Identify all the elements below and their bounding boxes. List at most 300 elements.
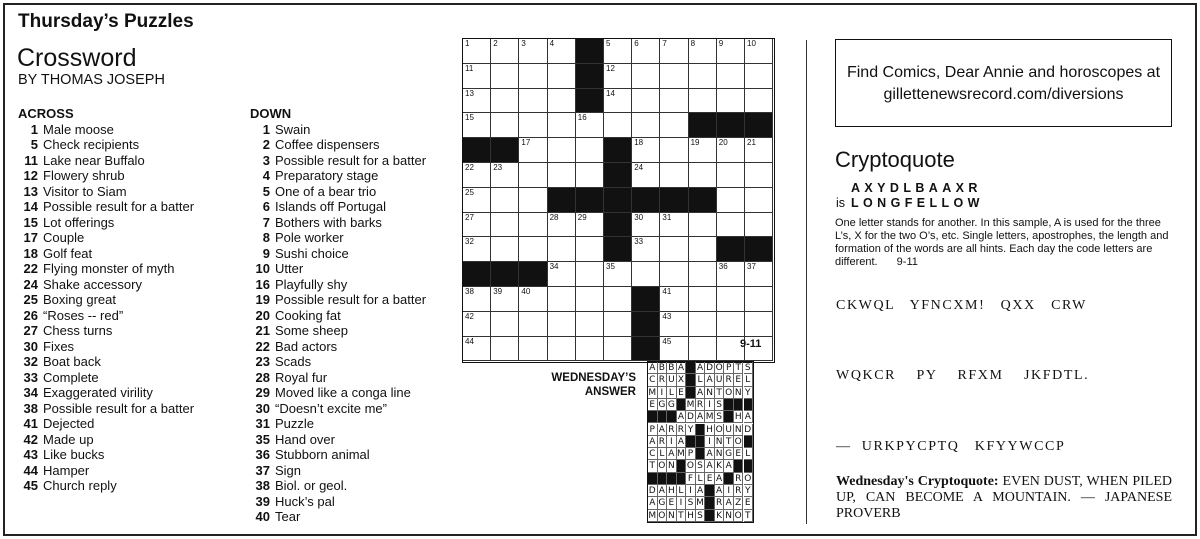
answer-cell: A bbox=[648, 497, 658, 509]
across-clue bbox=[18, 168, 194, 184]
answer-block bbox=[696, 448, 706, 460]
clue-number: 31 bbox=[255, 416, 270, 431]
clue-number: 40 bbox=[255, 509, 270, 524]
clue-number: 3 bbox=[262, 152, 270, 168]
clue-text: Sign bbox=[275, 462, 302, 478]
grid-cell[interactable] bbox=[632, 64, 660, 89]
answer-cell: E bbox=[734, 448, 744, 460]
cell-number: 44 bbox=[465, 336, 474, 346]
clue-text: Chess turns bbox=[43, 323, 113, 338]
grid-cell[interactable] bbox=[576, 213, 604, 238]
cell-number: 39 bbox=[493, 287, 503, 296]
across-clue bbox=[18, 478, 194, 494]
grid-cell[interactable] bbox=[745, 64, 773, 89]
clue-text: Shake accessory bbox=[43, 276, 142, 292]
grid-cell[interactable] bbox=[519, 113, 547, 138]
grid-cell[interactable] bbox=[519, 163, 547, 188]
clue-number: 22 bbox=[255, 338, 270, 354]
grid-cell[interactable] bbox=[689, 163, 717, 188]
grid-cell[interactable] bbox=[576, 237, 604, 262]
answer-block bbox=[724, 411, 734, 423]
grid-cell[interactable] bbox=[548, 64, 576, 89]
grid-cell[interactable] bbox=[660, 312, 688, 337]
down-clue bbox=[250, 463, 426, 479]
down-clue bbox=[250, 354, 426, 370]
grid-cell[interactable] bbox=[745, 213, 773, 238]
answer-cell: M bbox=[648, 510, 657, 521]
grid-cell[interactable] bbox=[717, 262, 745, 287]
column-divider bbox=[806, 40, 807, 524]
answer-cell: S bbox=[744, 362, 754, 374]
answer-block bbox=[667, 473, 677, 485]
answer-cell: H bbox=[687, 510, 694, 521]
clue-number: 34 bbox=[23, 385, 38, 400]
answer-cell: T bbox=[677, 510, 687, 522]
grid-block bbox=[463, 262, 491, 287]
answer-cell: G bbox=[658, 498, 666, 509]
grid-cell[interactable] bbox=[745, 163, 773, 188]
grid-cell[interactable] bbox=[660, 337, 688, 362]
grid-cell[interactable] bbox=[548, 39, 576, 64]
clue-number: 37 bbox=[255, 462, 270, 478]
down-clue bbox=[250, 168, 426, 184]
across-heading: ACROSS bbox=[18, 106, 74, 121]
previous-answer-grid bbox=[647, 361, 754, 523]
down-clue bbox=[250, 199, 426, 215]
grid-cell[interactable] bbox=[689, 337, 717, 362]
clue-text: One of a bear trio bbox=[275, 183, 377, 199]
answer-cell: A bbox=[696, 387, 706, 399]
down-clue bbox=[250, 153, 426, 169]
grid-cell[interactable] bbox=[576, 163, 604, 188]
grid-cell[interactable] bbox=[745, 262, 773, 287]
grid-cell[interactable] bbox=[717, 138, 745, 163]
clue-text: Golf feat bbox=[43, 245, 93, 261]
answer-block bbox=[734, 460, 744, 472]
grid-cell[interactable] bbox=[463, 64, 491, 89]
grid-cell[interactable] bbox=[632, 163, 660, 188]
across-clue bbox=[18, 153, 194, 169]
answer-cell: I bbox=[705, 436, 715, 448]
grid-cell[interactable] bbox=[519, 312, 547, 337]
grid-cell[interactable] bbox=[604, 64, 632, 89]
grid-cell[interactable] bbox=[604, 89, 632, 114]
answer-cell: L bbox=[677, 485, 687, 497]
grid-cell[interactable] bbox=[717, 163, 745, 188]
grid-cell[interactable] bbox=[576, 287, 604, 312]
grid-cell[interactable] bbox=[463, 312, 491, 337]
cell-number: 33 bbox=[634, 237, 644, 247]
answer-cell: E bbox=[705, 473, 715, 485]
grid-cell[interactable] bbox=[689, 287, 717, 312]
grid-cell[interactable] bbox=[548, 337, 576, 362]
grid-cell[interactable] bbox=[548, 213, 576, 238]
clue-text: Preparatory stage bbox=[275, 168, 379, 183]
cell-number: 7 bbox=[662, 39, 667, 48]
clue-number: 39 bbox=[255, 493, 270, 509]
grid-cell[interactable] bbox=[519, 39, 547, 64]
grid-block bbox=[660, 188, 688, 213]
clue-number: 30 bbox=[255, 400, 270, 416]
clue-number: 2 bbox=[262, 137, 270, 152]
grid-cell[interactable] bbox=[689, 237, 717, 262]
grid-cell[interactable] bbox=[660, 287, 688, 312]
grid-cell[interactable] bbox=[519, 138, 547, 163]
grid-cell[interactable] bbox=[660, 237, 688, 262]
grid-block bbox=[745, 237, 773, 262]
clue-text: Dejected bbox=[43, 416, 95, 431]
grid-cell[interactable] bbox=[519, 213, 547, 238]
answer-cell: T bbox=[648, 460, 658, 472]
grid-block bbox=[717, 237, 745, 262]
answer-cell: R bbox=[734, 485, 744, 497]
grid-cell[interactable] bbox=[689, 39, 717, 64]
answer-block bbox=[686, 362, 696, 374]
answer-cell: R bbox=[658, 436, 668, 448]
answer-cell: K bbox=[715, 460, 725, 472]
cell-number: 9 bbox=[718, 39, 724, 48]
grid-cell[interactable] bbox=[491, 337, 519, 362]
answer-block bbox=[705, 485, 715, 497]
answer-cell: A bbox=[724, 460, 734, 472]
grid-cell[interactable] bbox=[491, 287, 519, 312]
answer-cell: G bbox=[667, 399, 675, 410]
answer-cell: S bbox=[715, 399, 725, 411]
cell-number: 32 bbox=[465, 237, 474, 247]
down-clue bbox=[250, 246, 426, 262]
grid-cell[interactable] bbox=[745, 89, 773, 114]
clue-text: Boat back bbox=[43, 354, 101, 369]
cell-number: 11 bbox=[465, 63, 474, 73]
grid-cell[interactable] bbox=[604, 113, 632, 138]
answer-cell: E bbox=[677, 387, 687, 399]
answer-cell: N bbox=[715, 449, 723, 460]
answer-cell: O bbox=[734, 436, 742, 447]
answer-cell: B bbox=[667, 362, 677, 374]
clue-number: 7 bbox=[262, 214, 270, 230]
clue-number: 45 bbox=[23, 478, 38, 493]
answer-block bbox=[686, 374, 696, 386]
cell-number: 41 bbox=[662, 287, 672, 296]
grid-cell[interactable] bbox=[604, 262, 632, 287]
clue-number: 41 bbox=[23, 416, 38, 431]
grid-cell[interactable] bbox=[519, 337, 547, 362]
clue-text: Swain bbox=[275, 121, 311, 137]
cell-number: 16 bbox=[577, 113, 587, 123]
grid-cell[interactable] bbox=[689, 64, 717, 89]
page-title: Thursday’s Puzzles bbox=[18, 11, 194, 32]
grid-cell[interactable] bbox=[660, 113, 688, 138]
across-clue bbox=[18, 261, 194, 277]
clue-text: Playfully shy bbox=[275, 276, 348, 292]
answer-block bbox=[705, 497, 715, 509]
answer-block bbox=[667, 411, 677, 423]
clue-text: Like bucks bbox=[43, 447, 105, 462]
grid-cell[interactable] bbox=[491, 237, 519, 262]
clue-number: 38 bbox=[23, 400, 38, 416]
down-heading: DOWN bbox=[250, 106, 292, 121]
grid-block bbox=[491, 262, 519, 287]
cryptoquote-answer-label: Wednesday's Cryptoquote: bbox=[836, 474, 999, 489]
clue-number: 10 bbox=[255, 261, 270, 276]
clue-text: Bothers with barks bbox=[275, 214, 382, 230]
clue-number: 5 bbox=[262, 183, 270, 199]
grid-block bbox=[717, 113, 745, 138]
grid-cell[interactable] bbox=[491, 89, 519, 114]
answer-cell: M bbox=[705, 412, 714, 423]
grid-cell[interactable] bbox=[463, 39, 491, 64]
grid-cell[interactable] bbox=[548, 312, 576, 337]
answer-cell: A bbox=[677, 436, 687, 448]
clue-number: 42 bbox=[23, 431, 38, 447]
grid-cell[interactable] bbox=[745, 312, 773, 337]
across-clue bbox=[18, 184, 194, 200]
answer-cell: L bbox=[744, 448, 754, 460]
grid-cell[interactable] bbox=[604, 287, 632, 312]
grid-cell[interactable] bbox=[745, 138, 773, 163]
clue-number: 13 bbox=[23, 183, 38, 199]
grid-cell[interactable] bbox=[491, 213, 519, 238]
cell-number: 5 bbox=[606, 39, 611, 48]
grid-cell[interactable] bbox=[689, 138, 717, 163]
clue-number: 27 bbox=[23, 323, 38, 338]
cryptoquote-answer-text: EVEN DUST, WHEN PILED UP, CAN BECOME A MOUNTAIN. — JAPANESE PROVERB bbox=[836, 474, 1173, 521]
grid-cell[interactable] bbox=[463, 113, 491, 138]
grid-cell[interactable] bbox=[548, 89, 576, 114]
grid-cell[interactable] bbox=[689, 89, 717, 114]
grid-cell[interactable] bbox=[519, 188, 547, 213]
answer-cell: O bbox=[725, 387, 733, 398]
cell-number: 20 bbox=[718, 138, 728, 148]
grid-cell[interactable] bbox=[491, 188, 519, 213]
answer-block bbox=[677, 473, 687, 485]
grid-cell[interactable] bbox=[604, 312, 632, 337]
grid-cell[interactable] bbox=[576, 312, 604, 337]
across-clue bbox=[18, 137, 194, 153]
previous-answer-label-day: WEDNESDAY’S bbox=[551, 372, 636, 384]
down-clue bbox=[250, 370, 426, 386]
answer-cell: A bbox=[744, 411, 754, 423]
grid-block bbox=[632, 337, 660, 362]
grid-block bbox=[632, 188, 660, 213]
grid-cell[interactable] bbox=[463, 188, 491, 213]
grid-cell[interactable] bbox=[717, 312, 745, 337]
cell-number: 1 bbox=[465, 39, 470, 48]
previous-answer-label bbox=[520, 371, 636, 399]
grid-cell[interactable] bbox=[660, 89, 688, 114]
answer-cell: A bbox=[705, 374, 715, 386]
cell-number: 4 bbox=[549, 39, 555, 48]
promo-line-1: Find Comics, Dear Annie and horoscopes at bbox=[846, 64, 1161, 81]
answer-cell: N bbox=[715, 436, 723, 447]
cell-number: 37 bbox=[747, 262, 756, 272]
clue-text: Couple bbox=[43, 230, 85, 245]
clue-text: Possible result for a batter bbox=[275, 292, 427, 307]
grid-cell[interactable] bbox=[519, 287, 547, 312]
grid-cell[interactable] bbox=[491, 113, 519, 138]
grid-cell[interactable] bbox=[463, 337, 491, 362]
answer-cell: C bbox=[648, 448, 658, 460]
crossword-grid bbox=[462, 38, 775, 363]
answer-block bbox=[744, 436, 754, 448]
across-clue bbox=[18, 199, 194, 215]
grid-cell[interactable] bbox=[463, 163, 491, 188]
across-clue bbox=[18, 339, 194, 355]
grid-cell[interactable] bbox=[745, 39, 773, 64]
grid-cell[interactable] bbox=[632, 138, 660, 163]
cell-number: 2 bbox=[493, 39, 498, 48]
grid-cell[interactable] bbox=[745, 287, 773, 312]
answer-cell: R bbox=[696, 399, 706, 411]
clue-number: 32 bbox=[23, 354, 38, 369]
answer-cell: R bbox=[677, 424, 687, 436]
grid-cell[interactable] bbox=[632, 39, 660, 64]
answer-block bbox=[658, 411, 668, 423]
grid-cell[interactable] bbox=[548, 163, 576, 188]
grid-cell[interactable] bbox=[463, 89, 491, 114]
grid-cell[interactable] bbox=[548, 113, 576, 138]
grid-cell[interactable] bbox=[632, 213, 660, 238]
grid-cell[interactable] bbox=[576, 262, 604, 287]
down-clue bbox=[250, 416, 426, 432]
grid-block bbox=[689, 113, 717, 138]
cell-number: 3 bbox=[521, 39, 526, 48]
answer-cell: P bbox=[724, 362, 734, 374]
grid-block bbox=[632, 287, 660, 312]
clue-text: Made up bbox=[43, 431, 94, 447]
answer-cell: D bbox=[706, 363, 714, 373]
grid-cell[interactable] bbox=[717, 188, 745, 213]
across-clue bbox=[18, 230, 194, 246]
clue-text: Church reply bbox=[43, 478, 117, 493]
grid-cell[interactable] bbox=[632, 89, 660, 114]
grid-cell[interactable] bbox=[548, 287, 576, 312]
grid-cell[interactable] bbox=[491, 39, 519, 64]
clue-number: 28 bbox=[255, 369, 270, 385]
cryptoquote-instructions bbox=[835, 217, 1172, 269]
answer-cell: S bbox=[696, 510, 706, 522]
grid-cell[interactable] bbox=[689, 312, 717, 337]
clue-number: 1 bbox=[30, 121, 38, 137]
answer-cell: I bbox=[677, 497, 687, 509]
grid-cell[interactable] bbox=[491, 312, 519, 337]
clue-number: 11 bbox=[24, 152, 38, 168]
answer-cell: I bbox=[724, 485, 734, 497]
answer-block bbox=[734, 399, 744, 411]
grid-cell[interactable] bbox=[548, 237, 576, 262]
clue-number: 25 bbox=[23, 292, 38, 307]
grid-cell[interactable] bbox=[660, 262, 688, 287]
grid-cell[interactable] bbox=[717, 287, 745, 312]
grid-cell[interactable] bbox=[463, 237, 491, 262]
clue-text: Possible result for a batter bbox=[43, 199, 195, 214]
answer-cell: C bbox=[648, 374, 658, 386]
grid-cell[interactable] bbox=[548, 138, 576, 163]
grid-cell[interactable] bbox=[632, 237, 660, 262]
grid-cell[interactable] bbox=[717, 64, 745, 89]
grid-cell[interactable] bbox=[491, 64, 519, 89]
answer-cell: N bbox=[734, 387, 742, 398]
down-clue bbox=[250, 230, 426, 246]
cell-number: 25 bbox=[465, 187, 474, 197]
clue-text: Check recipients bbox=[43, 137, 140, 152]
grid-cell[interactable] bbox=[576, 113, 604, 138]
clue-text: Royal fur bbox=[275, 369, 328, 385]
cryptoquote-previous-answer bbox=[836, 474, 1172, 522]
clue-number: 14 bbox=[23, 199, 38, 214]
answer-cell: U bbox=[668, 375, 675, 386]
answer-cell: I bbox=[658, 387, 668, 399]
cell-number: 23 bbox=[493, 163, 503, 172]
grid-cell[interactable] bbox=[660, 163, 688, 188]
grid-cell[interactable] bbox=[548, 262, 576, 287]
answer-cell: A bbox=[696, 362, 706, 374]
across-clue bbox=[18, 385, 194, 401]
grid-cell[interactable] bbox=[519, 237, 547, 262]
grid-cell[interactable] bbox=[717, 89, 745, 114]
grid-cell[interactable] bbox=[604, 337, 632, 362]
down-clue bbox=[250, 277, 426, 293]
grid-cell[interactable] bbox=[519, 64, 547, 89]
grid-cell[interactable] bbox=[604, 39, 632, 64]
grid-cell[interactable] bbox=[660, 138, 688, 163]
answer-cell: L bbox=[744, 374, 754, 386]
clue-number: 18 bbox=[23, 245, 38, 261]
grid-block bbox=[745, 113, 773, 138]
down-clue bbox=[250, 385, 426, 401]
grid-cell[interactable] bbox=[689, 262, 717, 287]
grid-cell[interactable] bbox=[576, 138, 604, 163]
grid-block bbox=[576, 39, 604, 64]
grid-block bbox=[689, 188, 717, 213]
grid-cell[interactable] bbox=[717, 213, 745, 238]
grid-cell[interactable] bbox=[689, 213, 717, 238]
answer-cell: P bbox=[686, 448, 696, 460]
answer-cell: A bbox=[667, 448, 677, 460]
answer-cell: R bbox=[658, 374, 668, 386]
answer-cell: N bbox=[668, 461, 675, 472]
cell-number: 13 bbox=[465, 88, 474, 98]
cryptoquote-line: CKWQL YFNCXM! QXX CRW bbox=[836, 298, 1087, 313]
grid-cell[interactable] bbox=[660, 39, 688, 64]
grid-cell[interactable] bbox=[632, 262, 660, 287]
grid-cell[interactable] bbox=[745, 188, 773, 213]
grid-cell[interactable] bbox=[632, 113, 660, 138]
grid-cell[interactable] bbox=[519, 89, 547, 114]
grid-cell[interactable] bbox=[660, 64, 688, 89]
across-clue bbox=[18, 215, 194, 231]
across-clue bbox=[18, 447, 194, 463]
grid-block bbox=[519, 262, 547, 287]
answer-cell: G bbox=[725, 449, 733, 460]
clue-text: Puzzle bbox=[275, 416, 315, 431]
cryptoquote-line: — URKPYCPTQ KFYYWCCP bbox=[836, 439, 1066, 454]
grid-cell[interactable] bbox=[660, 213, 688, 238]
cell-number: 29 bbox=[577, 212, 587, 222]
grid-cell[interactable] bbox=[463, 287, 491, 312]
answer-cell: M bbox=[696, 498, 704, 509]
grid-cell[interactable] bbox=[491, 163, 519, 188]
cell-number: 10 bbox=[747, 39, 756, 48]
down-clue bbox=[250, 292, 426, 308]
grid-cell[interactable] bbox=[717, 39, 745, 64]
grid-cell[interactable] bbox=[576, 337, 604, 362]
clue-text: Lake near Buffalo bbox=[43, 152, 145, 168]
answer-cell: H bbox=[734, 412, 742, 423]
cell-number: 18 bbox=[634, 138, 644, 148]
clue-text: Pole worker bbox=[275, 230, 344, 245]
grid-cell[interactable] bbox=[463, 213, 491, 238]
